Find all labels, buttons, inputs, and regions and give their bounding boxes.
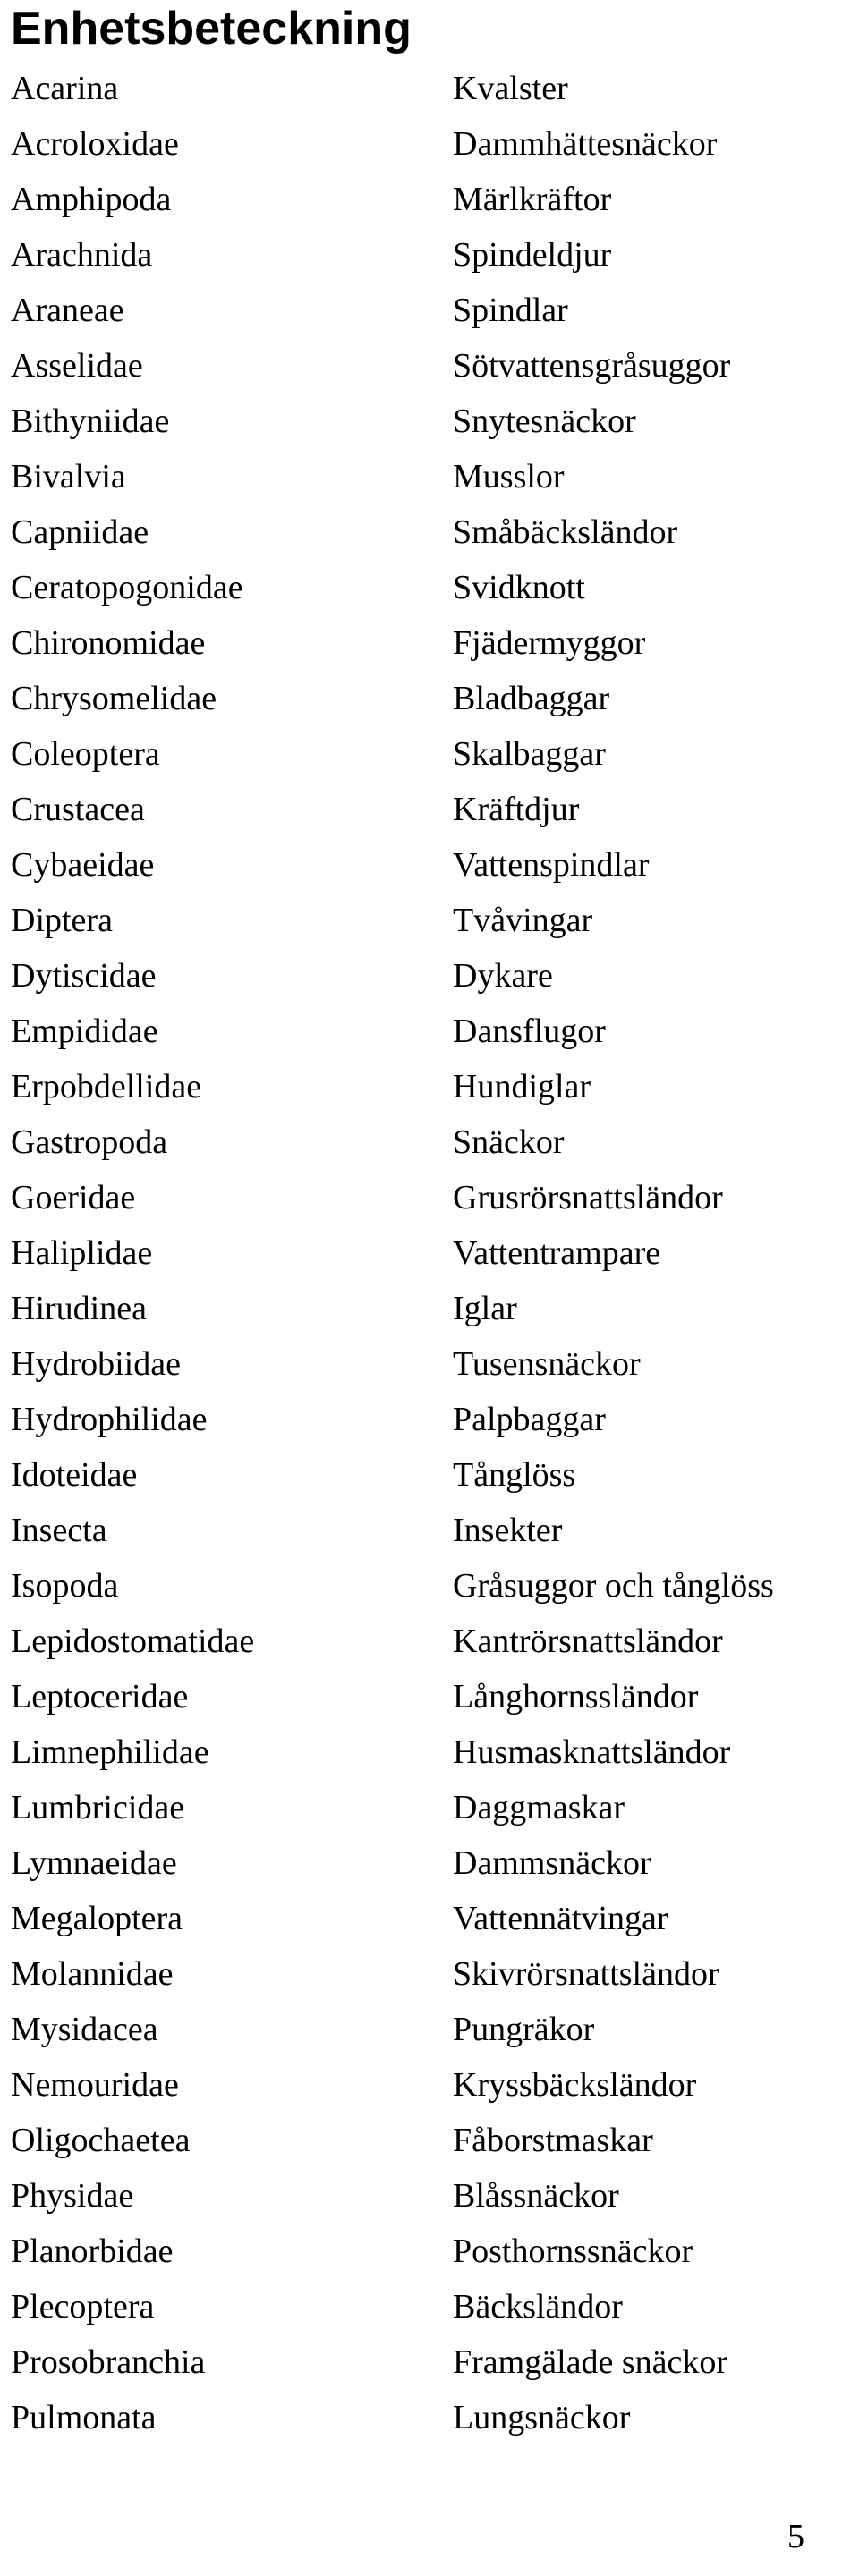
table-row bbox=[0, 1281, 859, 1336]
table-row bbox=[0, 1669, 859, 1724]
scientific-name: Asselidae bbox=[11, 347, 143, 385]
scientific-name: Oligochaetea bbox=[11, 2122, 191, 2159]
table-row bbox=[0, 2334, 859, 2390]
scientific-name: Hirudinea bbox=[11, 1290, 147, 1327]
common-name: Gråsuggor och tånglöss bbox=[453, 1567, 774, 1605]
table-row bbox=[0, 2168, 859, 2224]
scientific-name: Arachnida bbox=[11, 236, 153, 274]
table-row bbox=[0, 671, 859, 726]
table-row bbox=[0, 1835, 859, 1891]
table-row bbox=[0, 2390, 859, 2445]
common-name: Dansflugor bbox=[453, 1013, 606, 1050]
scientific-name: Physidae bbox=[11, 2177, 134, 2215]
table-row bbox=[0, 2224, 859, 2279]
common-name: Skalbaggar bbox=[453, 735, 606, 773]
table-row bbox=[0, 1059, 859, 1114]
common-name: Grusrörsnattsländor bbox=[453, 1179, 723, 1216]
common-name: Snäckor bbox=[453, 1123, 565, 1161]
common-name: Daggmaskar bbox=[453, 1789, 625, 1826]
scientific-name: Chironomidae bbox=[11, 624, 206, 662]
scientific-name: Lumbricidae bbox=[11, 1789, 185, 1826]
scientific-name: Leptoceridae bbox=[11, 1678, 189, 1716]
table-row bbox=[0, 2113, 859, 2168]
table-row bbox=[0, 1503, 859, 1558]
scientific-name: Dytiscidae bbox=[11, 957, 157, 995]
scientific-name: Empididae bbox=[11, 1013, 158, 1050]
scientific-name: Ceratopogonidae bbox=[11, 569, 243, 606]
scientific-name: Limnephilidae bbox=[11, 1733, 209, 1771]
scientific-name: Megaloptera bbox=[11, 1900, 183, 1937]
common-name: Spindlar bbox=[453, 292, 568, 329]
common-name: Blåssnäckor bbox=[453, 2177, 619, 2215]
page-title: Enhetsbeteckning bbox=[11, 3, 412, 55]
term-table bbox=[0, 61, 859, 2445]
table-row bbox=[0, 726, 859, 782]
table-row bbox=[0, 1225, 859, 1281]
scientific-name: Erpobdellidae bbox=[11, 1068, 202, 1106]
common-name: Kryssbäcksländor bbox=[453, 2066, 697, 2104]
scientific-name: Prosobranchia bbox=[11, 2343, 206, 2381]
table-row bbox=[0, 449, 859, 504]
table-row bbox=[0, 1780, 859, 1835]
common-name: Vattentrampare bbox=[453, 1234, 661, 1272]
table-row bbox=[0, 948, 859, 1004]
table-row bbox=[0, 116, 859, 172]
common-name: Pungräkor bbox=[453, 2011, 595, 2048]
scientific-name: Lepidostomatidae bbox=[11, 1623, 255, 1660]
scientific-name: Planorbidae bbox=[11, 2233, 174, 2270]
table-row bbox=[0, 2002, 859, 2057]
common-name: Märlkräftor bbox=[453, 181, 612, 218]
common-name: Bladbaggar bbox=[453, 680, 610, 717]
common-name: Lungsnäckor bbox=[453, 2399, 631, 2436]
common-name: Musslor bbox=[453, 458, 565, 496]
common-name: Tvåvingar bbox=[453, 902, 593, 939]
common-name: Långhornssländor bbox=[453, 1678, 699, 1716]
common-name: Fjädermyggor bbox=[453, 624, 646, 662]
scientific-name: Coleoptera bbox=[11, 735, 160, 773]
scientific-name: Hydrobiidae bbox=[11, 1345, 181, 1383]
scientific-name: Crustacea bbox=[11, 791, 145, 828]
common-name: Palpbaggar bbox=[453, 1401, 606, 1438]
table-row bbox=[0, 283, 859, 338]
common-name: Småbäcksländor bbox=[453, 513, 678, 551]
common-name: Vattennätvingar bbox=[453, 1900, 668, 1937]
common-name: Framgälade snäckor bbox=[453, 2343, 728, 2381]
scientific-name: Molannidae bbox=[11, 1955, 174, 1993]
table-row bbox=[0, 1004, 859, 1059]
scientific-name: Acarina bbox=[11, 70, 119, 107]
scientific-name: Lymnaeidae bbox=[11, 1844, 177, 1882]
table-row bbox=[0, 1614, 859, 1669]
scientific-name: Bithyniidae bbox=[11, 402, 170, 440]
table-row bbox=[0, 2279, 859, 2334]
common-name: Iglar bbox=[453, 1290, 517, 1327]
scientific-name: Goeridae bbox=[11, 1179, 136, 1216]
common-name: Svidknott bbox=[453, 569, 585, 606]
scientific-name: Diptera bbox=[11, 902, 113, 939]
table-row bbox=[0, 172, 859, 227]
table-row bbox=[0, 61, 859, 116]
scientific-name: Araneae bbox=[11, 292, 124, 329]
page-number: 5 bbox=[787, 2518, 804, 2555]
common-name: Dykare bbox=[453, 957, 553, 995]
common-name: Bäcksländor bbox=[453, 2288, 623, 2326]
common-name: Snytesnäckor bbox=[453, 402, 636, 440]
scientific-name: Insecta bbox=[11, 1512, 107, 1549]
common-name: Hundiglar bbox=[453, 1068, 591, 1106]
table-row bbox=[0, 1891, 859, 1946]
common-name: Tånglöss bbox=[453, 1456, 576, 1494]
scientific-name: Mysidacea bbox=[11, 2011, 158, 2048]
common-name: Kvalster bbox=[453, 70, 568, 107]
common-name: Skivrörsnattsländor bbox=[453, 1955, 719, 1993]
table-row bbox=[0, 338, 859, 394]
table-row bbox=[0, 560, 859, 615]
common-name: Vattenspindlar bbox=[453, 846, 650, 884]
common-name: Insekter bbox=[453, 1512, 563, 1549]
scientific-name: Idoteidae bbox=[11, 1456, 138, 1494]
common-name: Posthornssnäckor bbox=[453, 2233, 693, 2270]
scientific-name: Bivalvia bbox=[11, 458, 126, 496]
table-row bbox=[0, 782, 859, 837]
table-row bbox=[0, 1170, 859, 1225]
table-row bbox=[0, 227, 859, 283]
table-row bbox=[0, 1114, 859, 1170]
common-name: Tusensnäckor bbox=[453, 1345, 641, 1383]
scientific-name: Cybaeidae bbox=[11, 846, 155, 884]
scientific-name: Pulmonata bbox=[11, 2399, 157, 2436]
table-row bbox=[0, 1558, 859, 1614]
common-name: Husmasknattsländor bbox=[453, 1733, 731, 1771]
common-name: Fåborstmaskar bbox=[453, 2122, 653, 2159]
scientific-name: Gastropoda bbox=[11, 1123, 168, 1161]
table-row bbox=[0, 394, 859, 449]
common-name: Kantrörsnattsländor bbox=[453, 1623, 723, 1660]
common-name: Dammhättesnäckor bbox=[453, 125, 718, 163]
scientific-name: Hydrophilidae bbox=[11, 1401, 208, 1438]
scientific-name: Capniidae bbox=[11, 513, 149, 551]
common-name: Dammsnäckor bbox=[453, 1844, 651, 1882]
common-name: Spindeldjur bbox=[453, 236, 612, 274]
table-row bbox=[0, 504, 859, 560]
table-row bbox=[0, 2057, 859, 2113]
table-row bbox=[0, 1336, 859, 1392]
common-name: Kräftdjur bbox=[453, 791, 580, 828]
table-row bbox=[0, 1447, 859, 1503]
scientific-name: Acroloxidae bbox=[11, 125, 179, 163]
table-row bbox=[0, 837, 859, 893]
table-row bbox=[0, 1724, 859, 1780]
scientific-name: Haliplidae bbox=[11, 1234, 153, 1272]
table-row bbox=[0, 1946, 859, 2002]
common-name: Sötvattensgråsuggor bbox=[453, 347, 731, 385]
scientific-name: Chrysomelidae bbox=[11, 680, 217, 717]
scientific-name: Amphipoda bbox=[11, 181, 172, 218]
table-row bbox=[0, 1392, 859, 1447]
table-row bbox=[0, 893, 859, 948]
scientific-name: Isopoda bbox=[11, 1567, 119, 1605]
scientific-name: Nemouridae bbox=[11, 2066, 179, 2104]
scientific-name: Plecoptera bbox=[11, 2288, 155, 2326]
table-row bbox=[0, 615, 859, 671]
